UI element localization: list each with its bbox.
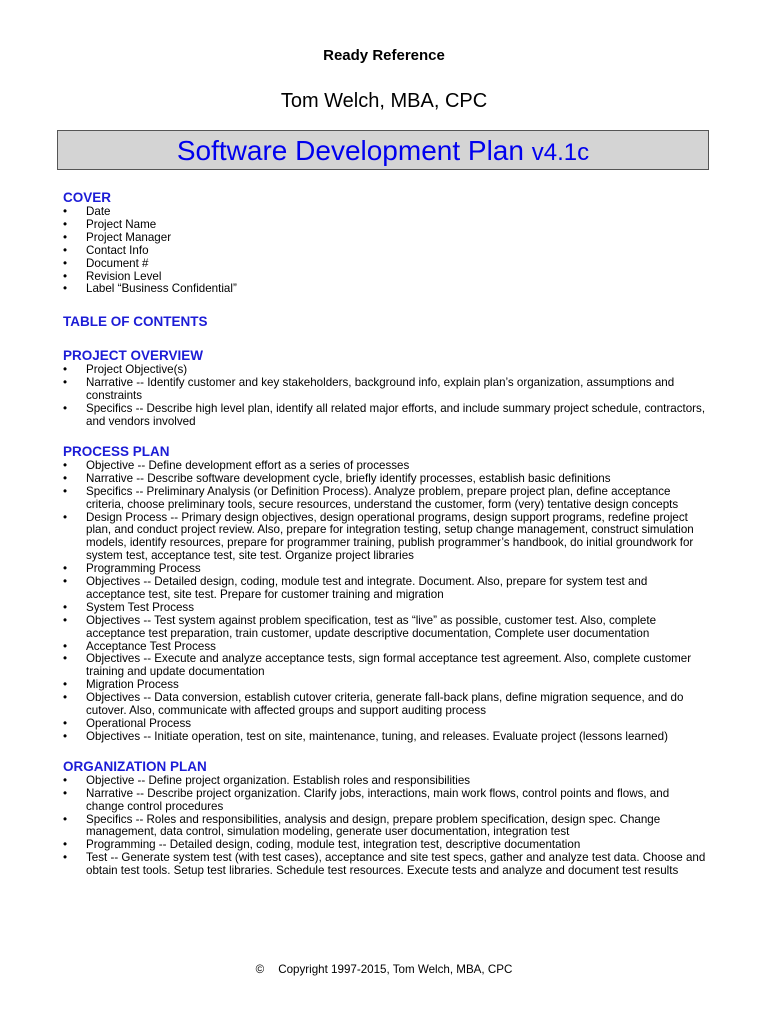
list-cover [63,206,709,296]
bullet-icon: • [63,484,68,498]
copyright-text: Copyright 1997-2015, Tom Welch, MBA, CPC [278,963,513,976]
bullet-icon: • [63,217,68,231]
bullet-icon: • [63,402,68,416]
section-heading-cover: COVER [63,190,112,205]
list-item-text: System Test Process [86,600,195,614]
copyright-footer [0,963,768,976]
document-title: Software Development Plan [176,135,524,166]
section-organization-plan [63,758,709,878]
section-heading-toc: TABLE OF CONTENTS [63,314,208,330]
list-project-overview [63,364,709,429]
bullet-icon: • [63,838,68,852]
bullet-icon: • [63,562,68,576]
list-item-text: Project Name [86,217,157,231]
list-item-text: Objectives -- Detailed design, coding, module test and integrate. Document. Also, prepare for system test and acceptance test, site test. Prepare for customer training and migration [86,575,648,601]
bullet-icon: • [63,256,68,270]
bullet-icon: • [63,510,68,524]
list-item-text: Design Process -- Primary design objectives, design operational programs, design support programs, redefine project plan, and conduct project review. Also, prepare for integration testing, setup change management, construct simulation models, identify resources, prepare for programmer training, publish programmer’s handbook, do initial groundwork for system test, acceptance test, site test. Organize project libraries [86,510,694,563]
list-item-text: Objectives -- Test system against problem specification, test as “live” as possible, customer test. Also, complete acceptance test preparation, train customer, update descriptive documentation, Complete user documentation [86,613,657,640]
author-name: Tom Welch, MBA, CPC [280,90,488,112]
list-item-text: Objective -- Define project organization. Establish roles and responsibilities [86,773,471,787]
list-item [63,283,709,296]
list-item-text: Narrative -- Describe software development cycle, briefly identify processes, establish basic definitions [86,471,611,485]
list-item [63,731,709,744]
list-item [63,653,709,679]
list-item [63,206,709,219]
list-item-text: Date [86,205,111,218]
list-item [63,814,709,840]
section-table-of-contents [63,313,709,330]
list-item [63,377,709,403]
bullet-icon: • [63,282,68,296]
list-item-text: Programming -- Detailed design, coding, module test, integration test, descriptive documentation [86,838,581,852]
list-item [63,512,709,564]
bullet-icon: • [63,230,68,244]
list-item-text: Objectives -- Initiate operation, test on site, maintenance, tuning, and releases. Evaluate project (lessons learned) [86,729,668,743]
list-item-text: Revision Level [86,269,162,283]
list-item [63,692,709,718]
section-heading-organization-plan: ORGANIZATION PLAN [63,758,207,774]
bullet-icon: • [63,269,68,283]
bullet-icon: • [63,812,68,826]
list-item-text: Test -- Generate system test (with test cases), acceptance and site test specs, gather and analyze test data. Choose and obtain test tools. Setup test libraries. Schedule test resources. Execute tests and analyze and document test results [86,851,706,878]
list-organization-plan [63,775,709,878]
bullet-icon: • [63,717,68,730]
list-process-plan [63,460,709,744]
bullet-icon: • [63,773,68,787]
list-item [63,245,709,258]
list-item-text: Specifics -- Roles and responsibilities, analysis and design, prepare problem specification, design spec. Change management, data control, simulation modeling, generate user documentation, integration test [86,812,661,839]
section-project-overview [63,347,709,429]
bullet-icon: • [63,600,68,614]
list-item-text: Project Manager [86,230,172,244]
bullet-icon: • [63,458,68,472]
list-item-text: Narrative -- Identify customer and key stakeholders, background info, explain plan’s organization, assumptions and constraints [86,376,675,403]
list-item-text: Document # [86,256,149,270]
bullet-icon: • [63,691,68,705]
bullet-icon: • [63,471,68,485]
bullet-icon: • [63,575,68,589]
section-process-plan [63,443,709,744]
bullet-icon: • [63,652,68,666]
bullet-icon: • [63,786,68,800]
bullet-icon: • [63,363,68,377]
bullet-icon: • [63,376,68,390]
section-heading-project-overview: PROJECT OVERVIEW [63,348,204,364]
document-version: v4.1c [531,139,590,166]
list-item [63,852,709,878]
section-heading-process-plan: PROCESS PLAN [63,443,170,459]
list-item [63,576,709,602]
copyright-symbol: © [255,963,265,976]
list-item-text: Acceptance Test Process [86,639,216,653]
list-item [63,788,709,814]
list-item-text: Migration Process [86,678,179,692]
list-item-text: Objective -- Define development effort as a series of processes [86,458,410,472]
bullet-icon: • [63,678,68,692]
bullet-icon: • [63,729,68,743]
bullet-icon: • [63,613,68,627]
bullet-icon: • [63,851,68,865]
list-item-text: Operational Process [86,717,192,730]
bullet-icon: • [63,639,68,653]
list-item-text: Narrative -- Describe project organization. Clarify jobs, interactions, main work flows, control points and flows, and change control procedures [86,786,670,813]
list-item-text: Objectives -- Data conversion, establish cutover criteria, generate fall-back plans, define migration sequence, and do cutover. Also, communicate with affected groups and support auditing process [86,691,684,718]
list-item-text: Objectives -- Execute and analyze acceptance tests, sign formal acceptance test agreement. Also, complete customer training and update documentation [86,652,692,679]
ready-reference-label: Ready Reference [323,47,445,64]
list-item-text: Programming Process [86,562,201,576]
list-item [63,486,709,512]
document-title-box [57,130,709,170]
list-item-text: Contact Info [86,243,149,257]
list-item-text: Project Objective(s) [86,363,188,377]
section-cover [63,189,709,296]
list-item-text: Specifics -- Describe high level plan, identify all related major efforts, and include summary project schedule, contractors, and vendors involved [86,402,706,428]
list-item [63,232,709,245]
list-item-text: Specifics -- Preliminary Analysis (or Definition Process). Analyze problem, prepare project plan, define acceptance criteria, choose preliminary tools, secure resources, understand the customer, form (very) tentative design concepts [86,484,679,511]
list-item-text: Label “Business Confidential” [86,282,237,296]
bullet-icon: • [63,205,68,218]
list-item [63,615,709,641]
list-item [63,403,709,429]
document-content [63,189,709,878]
bullet-icon: • [63,243,68,257]
